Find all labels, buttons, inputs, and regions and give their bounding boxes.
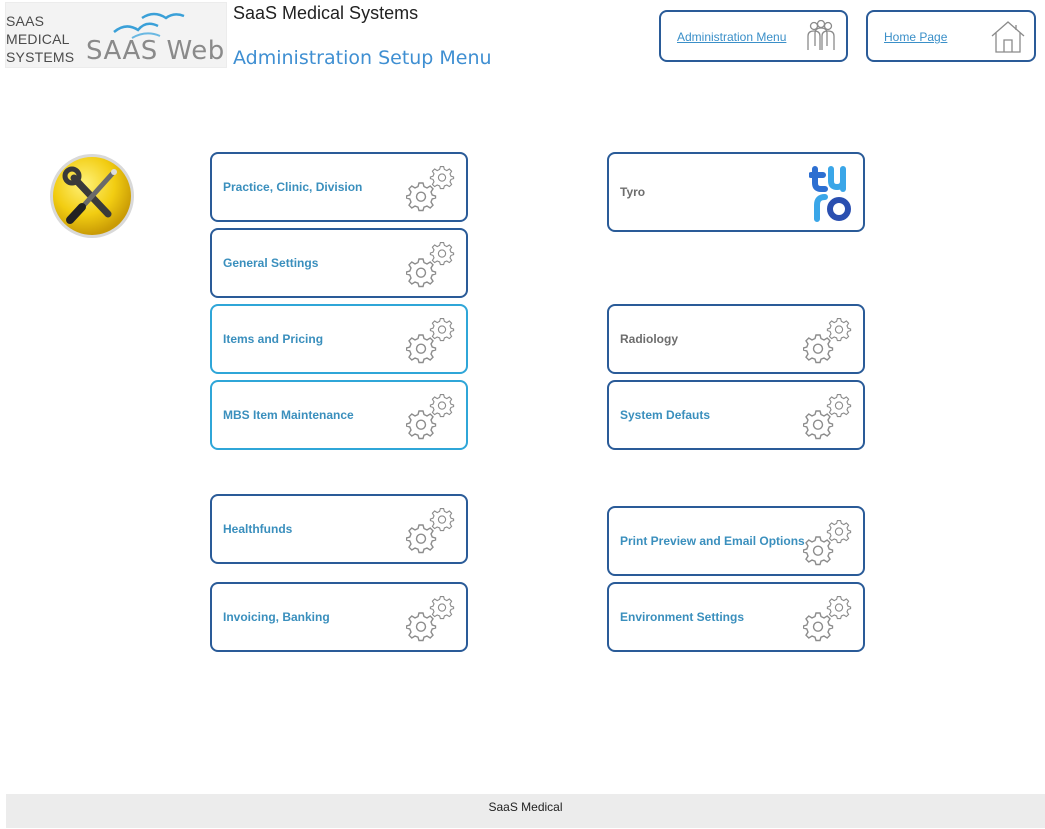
tile-tyro[interactable]: [607, 152, 865, 232]
tile-label: Invoicing, Banking: [223, 610, 330, 624]
tile-mbs-item-maintenance[interactable]: [210, 380, 468, 450]
gears-icon: [406, 391, 456, 441]
tile-label: System Defauts: [620, 408, 711, 422]
footer: [6, 794, 1045, 828]
gears-icon: [803, 517, 853, 567]
gears-icon: [406, 315, 456, 365]
tile-label: General Settings: [223, 256, 319, 270]
tile-radiology[interactable]: [607, 304, 865, 374]
people-group-icon: [803, 20, 839, 54]
tile-environment-settings[interactable]: [607, 582, 865, 652]
administration-menu-button[interactable]: [659, 10, 848, 62]
gears-icon: [406, 593, 456, 643]
gears-icon: [406, 239, 456, 289]
footer-text: SaaS Medical: [488, 800, 563, 814]
tile-label: Items and Pricing: [223, 332, 324, 346]
tile-healthfunds[interactable]: [210, 494, 468, 564]
tile-label: Healthfunds: [223, 522, 293, 536]
tile-label: Print Preview and Email Options: [620, 534, 805, 548]
tile-invoicing-banking[interactable]: [210, 582, 468, 652]
gears-icon: [803, 391, 853, 441]
gears-icon: [406, 505, 456, 555]
app-title: SaaS Medical Systems: [233, 3, 419, 23]
tile-system-defaults[interactable]: [607, 380, 865, 450]
tile-label: MBS Item Maintenance: [223, 408, 354, 422]
tile-label: Practice, Clinic, Division: [223, 180, 363, 194]
home-page-link[interactable]: Home Page: [884, 30, 948, 44]
tile-general-settings[interactable]: [210, 228, 468, 298]
logo-web-text: SAAS Web: [86, 36, 225, 66]
administration-menu-link[interactable]: Administration Menu: [677, 30, 787, 44]
logo-text: SAAS MEDICAL SYSTEMS: [6, 13, 75, 65]
tools-icon: [48, 152, 136, 240]
tile-label: Environment Settings: [620, 610, 745, 624]
gears-icon: [803, 315, 853, 365]
tile-label: Tyro: [620, 185, 646, 199]
tile-label: Radiology: [620, 332, 679, 346]
tyro-logo-icon: [809, 163, 853, 223]
gears-icon: [803, 593, 853, 643]
page-title: Administration Setup Menu: [233, 47, 492, 69]
tile-practice-clinic-division[interactable]: [210, 152, 468, 222]
gears-icon: [406, 163, 456, 213]
tile-items-and-pricing[interactable]: [210, 304, 468, 374]
tile-print-preview-email-options[interactable]: [607, 506, 865, 576]
home-page-button[interactable]: [866, 10, 1036, 62]
home-icon: [990, 20, 1026, 54]
